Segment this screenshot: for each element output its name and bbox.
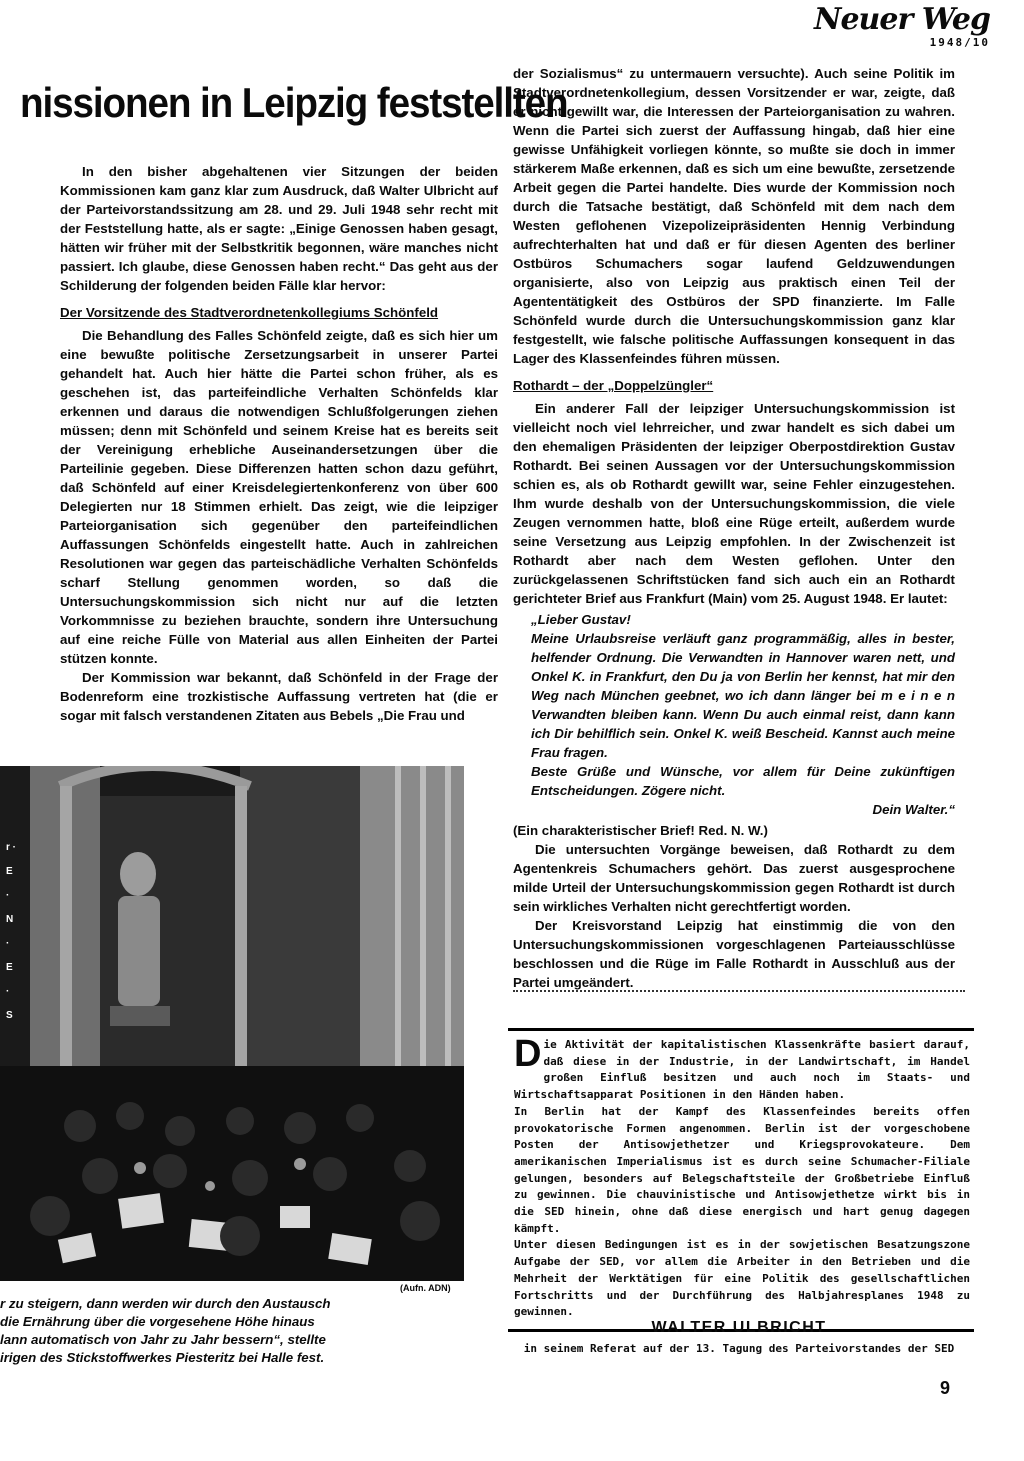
issue-number: 1948/10 xyxy=(929,36,990,49)
subhead-schoenfeld: Der Vorsitzende des Stadtverordnetenkollegiums Schönfeld xyxy=(60,305,439,320)
caption-line: die Ernährung über die vorgesehene Höhe hinaus xyxy=(0,1314,315,1329)
photo-edge-text: r · E · N · E · S xyxy=(6,842,16,1021)
subhead-rothardt: Rothardt – der „Doppelzüngler“ xyxy=(513,378,714,393)
letter-salutation: „Lieber Gustav! xyxy=(531,612,631,627)
letter-signature: Dein Walter.“ xyxy=(872,802,955,817)
photo-credit: (Aufn. ADN) xyxy=(400,1283,451,1293)
article-column-right xyxy=(513,64,955,992)
letter-closing: Beste Grüße und Wünsche, vor allem für Deine zukünftigen Entscheidungen. Zögere nicht. xyxy=(531,764,955,798)
quote-paragraph: Unter diesen Bedingungen ist es in der sowjetischen Besatzungszone Aufgabe der SED, vor allem die Arbeiter in den Betrieben und die Mehrheit der Werktätigen für eine Politik des gesellschaftlichen Fortschritts und der Durchführung des Halbjahresplanes 1948 zu gewinnen. xyxy=(514,1238,970,1319)
letter-body: Meine Urlaubsreise verläuft ganz programmäßig, alles in bester, helfender Ordnung. Die Verwandten in Hannover waren nett, und Onkel K. in Frankfurt, den Du ja von Berlin her kennst, hat mir den Weg nach München geebnet, wo ich dann länger bei m e i n e n Verwandten bleiben kann. Wenn Du auch einmal reist, dann kann ich Dir behilflich sein. Onkel K. weiß Bescheid. Kannst auch meine Frau fragen. xyxy=(531,631,955,760)
caption-line: irigen des Stickstoffwerkes Piesteritz bei Halle fest. xyxy=(0,1350,325,1365)
body-paragraph: Die Behandlung des Falles Schönfeld zeigte, daß es sich hier um eine bewußte politische Zersetzungsarbeit in unserer Partei gehandelt hat. Auch hier hätte die Partei schon früher, als es geschehen ist, das parteifeindliche Verhalten Schönfelds klar erkennen und daraus die notwendigen Schlußfolgerungen ziehen müssen; denn mit Schönfeld und seinem Kreise hat es bereits seit der Vereinigung erhebliche Auseinandersetzungen über die Parteilinie gegeben. Diese Differenzen hatten schon dazu geführt, daß Schönfeld auf einer Kreisdelegiertenkonferenz von über 600 Delegierten nur 18 Stimmen erhielt. Das zeigt, wie die leipziger Parteiorganisation sich gegenüber den parteifeindlichen Auffassungen Schönfelds eingestellt hatte. Auch in zahlreichen Resolutionen war gegen das parteischädliche Verhalten Schönfelds scharf Stellung genommen worden, so daß die Untersuchungskommission sich nicht nur auf die letzten Vorkommnisse zu beziehen brauchte, sondern ihre Untersuchung auf eine reiche Fülle von Material aus allen Einheiten der Partei stützen konnte. xyxy=(60,328,498,666)
body-paragraph: Die untersuchten Vorgänge beweisen, daß Rothardt zu dem Agentenkreis Schumachers gehört. Das zuerst ausgesprochene milde Urteil der Untersuchungskommission gegen Rothardt ist durch sein wirkliches Verhalten nicht gerechtfertigt worden. xyxy=(513,842,955,914)
intro-paragraph: In den bisher abgehaltenen vier Sitzungen der beiden Kommissionen kam ganz klar zum Ausdruck, daß Walter Ulbricht auf der Parteivorstandssitzung am 28. und 29. Juli 1948 sehr recht mit der Feststellung hatte, als er sagte: „Einige Genossen haben gesagt, hätten wir früher mit der Selbstkritik begonnen, wäre manches nicht passiert. Ich glaube, diese Genossen haben recht.“ Das geht aus der Schilderung der folgenden beiden Fälle klar hervor: xyxy=(60,164,498,293)
page-number: 9 xyxy=(940,1378,951,1398)
body-paragraph: Ein anderer Fall der leipziger Untersuchungskommission ist vielleicht noch viel lehrreicher, und zwar handelt es sich dabei um den ehemaligen Präsidenten der leipziger Oberpostdirektion Gustav Rothardt. Bei seinen Aussagen vor der Untersuchungskommission schien es, als ob Rothardt gewillt war, seine Fehler einzugestehen. Ihm wurde deshalb von der Untersuchungskommission, die viele Zeugen vernommen hatte, bloß eine Rüge erteilt, außerdem wurde seine Versetzung aus Leipzig empfohlen. In der Zwischenzeit ist Rothardt aber nach dem Westen geflohen. Unter den zurückgelassenen Schriftstücken fand sich auch ein an Rothardt gerichteter Brief aus Frankfurt (Main) vom 25. August 1948. Er lautet: xyxy=(513,401,955,606)
assembly-photo xyxy=(0,766,464,1281)
drop-cap: D xyxy=(514,1033,542,1075)
body-paragraph: der Sozialismus“ zu untermauern versuchte). Auch seine Politik im Stadtverordnetenkollegium, dessen Vorsitzender er war, zeigte, daß er nicht gewillt war, die Interessen der Parteiorganisation zu wahren. Wenn die Partei sich zuerst der Auffassung hingab, daß hier eine gewisse Unfähigkeit vorliegen könnte, so mußte sie doch in immer stärkerem Maße erkennen, daß es sich um eine bewußte, zersetzende Arbeit gegen die Partei handelte. Dies wurde der Kommission noch durch die Tatsache bestätigt, daß Schönfeld mit dem nach dem Westen geflohenen Vizepolizeipräsidenten Hennig Verbindung aufrechterhalten hat und daß er für diesen Agenten des berliner Ostbüros Schumachers sogar laufend Geldzuwendungen organisierte, also von Leipzig aus praktisch einen Teil der Agententätigkeit des Ostbüros der SPD finanzierte. Im Falle Schönfeld wurde durch die Untersuchungskommission ganz klar festgestellt, wie falsche politische Auffassungen konsequent in das Lager des Klassenfeindes führen müssen. xyxy=(513,66,955,366)
caption-line: lann automatisch von Jahr zu Jahr bessern“, stellte xyxy=(0,1332,326,1347)
quote-author: WALTER ULBRICHT xyxy=(651,1319,827,1336)
assembly-photo-illustration xyxy=(0,766,464,1281)
body-paragraph: Der Kommission war bekannt, daß Schönfeld in der Frage der Bodenreform eine trozkistische Auffassung vertreten hat (die er sogar mit falsch verstandenen Zitaten aus Bebels „Die Frau und xyxy=(60,670,498,723)
quote-source: in seinem Referat auf der 13. Tagung des Parteivorstandes der SED xyxy=(523,1342,955,1355)
quote-paragraph: Die Aktivität der kapitalistischen Klassenkräfte basiert darauf, daß diese in der Industrie, in der Landwirtschaft, im Handel großen Einfluß besitzen und auch noch im Staats- und Wirtschaftsapparat Positionen in den Händen haben. xyxy=(514,1033,970,1102)
article-column-left xyxy=(60,162,498,725)
masthead xyxy=(814,4,990,49)
caption-line: r zu steigern, dann werden wir durch den Austausch xyxy=(0,1296,331,1311)
editor-note: (Ein charakteristischer Brief! Red. N. W.) xyxy=(513,823,768,838)
ulbricht-quote-box xyxy=(508,1028,974,1332)
masthead-title: Neuer Weg xyxy=(814,2,990,37)
photo-caption xyxy=(0,1295,470,1367)
quoted-letter xyxy=(531,610,955,819)
section-divider xyxy=(513,990,965,992)
quote-paragraph: In Berlin hat der Kampf des Klassenfeindes bereits offen provokatorische Formen angenommen. Berlin ist der vorgeschobene Posten der Antisowjethetzer und Kriegsprovokateure. Dem amerikanischen Imperialismus ist es durch seine Schumacher-Filiale gelungen, besonders auf Belegschaftsteile der Großbetriebe Einfluß zu gewinnen. Die chauvinistische und Antisowjethetze wirkt bis in die SED hinein, ohne daß diese energisch und hart genug dagegen kämpft. xyxy=(514,1104,970,1235)
headline: nissionen in Leipzig feststellten xyxy=(20,79,568,126)
body-paragraph: Der Kreisvorstand Leipzig hat einstimmig die von den Untersuchungskommissionen vorgeschlagenen Parteiausschlüsse beschlossen und die Rüge im Falle Rothardt in Ausschluß aus der Partei umgeändert. xyxy=(513,918,955,990)
